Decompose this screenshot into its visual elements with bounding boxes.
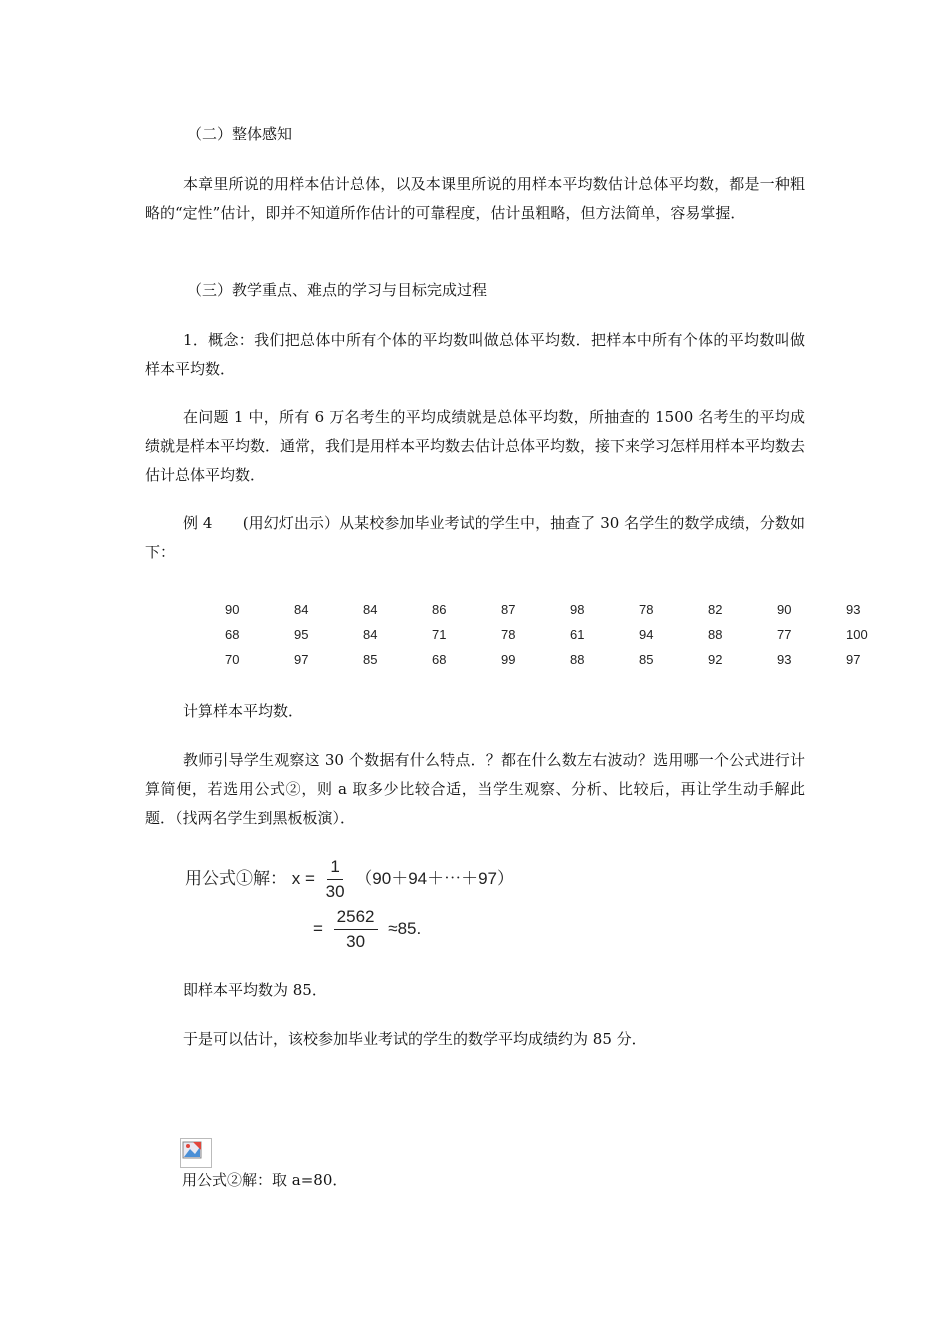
paragraph-example4: 例 4 (用幻灯出示）从某校参加毕业考试的学生中，抽查了 30 名学生的数学成绩，分数如下：: [145, 514, 805, 561]
score-cell: 97: [294, 652, 309, 667]
paragraph-guide: 教师引导学生观察这 30 个数据有什么特点．？都在什么数左右波动？选用哪一个公式进行计算简便，若选用公式②，则 a 取多少比较合适，当学生观察、分析、比较后，再让学生动手解此题．（找两名学生到黑板板演）．: [145, 751, 805, 827]
section-heading-process: （三）教学重点、难点的学习与目标完成过程: [187, 281, 488, 299]
scores-table: [212, 597, 902, 672]
section-heading-overview: （二）整体感知: [187, 125, 293, 143]
formula-variable: x =: [291, 868, 315, 888]
score-cell: 94: [639, 627, 654, 642]
formula-sum: （90＋94＋⋯＋97）: [355, 868, 515, 888]
score-cell: 82: [708, 602, 723, 617]
fraction-denominator: 30: [346, 932, 366, 951]
paragraph-estimate: 于是可以估计，该校参加毕业考试的学生的数学平均成绩约为 85 分．: [183, 1030, 647, 1048]
score-cell: 97: [846, 652, 861, 667]
score-cell: 70: [225, 652, 240, 667]
score-cell: 78: [501, 627, 516, 642]
fraction-numerator: 2562: [334, 907, 378, 930]
table-row: [212, 597, 902, 622]
paragraph-overview: 本章里所说的用样本估计总体，以及本课里所说的用样本平均数估计总体平均数，都是一种粗略的“定性”估计，即并不知道所作估计的可靠程度，估计虽粗略，但方法简单，容易掌握．: [145, 175, 805, 222]
fraction-total: [334, 907, 378, 952]
fraction-denominator: 30: [325, 882, 345, 901]
score-cell: 85: [639, 652, 654, 667]
score-cell: 68: [225, 627, 240, 642]
score-cell: 90: [777, 602, 792, 617]
score-cell: 86: [432, 602, 447, 617]
paragraph-concept: 1．概念：我们把总体中所有个体的平均数叫做总体平均数．把样本中所有个体的平均数叫做样本平均数．: [145, 331, 805, 378]
score-cell: 100: [846, 627, 868, 642]
score-cell: 98: [570, 602, 585, 617]
score-cell: 84: [363, 627, 378, 642]
score-cell: 61: [570, 627, 585, 642]
score-cell: 90: [225, 602, 240, 617]
formula-label: 用公式①解：: [185, 868, 287, 888]
paragraph-task: 计算样本平均数．: [183, 702, 304, 720]
broken-image-glyph: [181, 1139, 211, 1167]
table-row: [212, 622, 902, 647]
paragraph-formula2: 用公式②解：取 a=80．: [182, 1171, 348, 1189]
score-cell: 88: [570, 652, 585, 667]
formula-result: ≈85.: [388, 918, 422, 938]
score-cell: 68: [432, 652, 447, 667]
score-cell: 85: [363, 652, 378, 667]
score-cell: 99: [501, 652, 516, 667]
score-cell: 88: [708, 627, 723, 642]
score-cell: 93: [777, 652, 792, 667]
paragraph-problem1: 在问题 1 中，所有 6 万名考生的平均成绩就是总体平均数，所抽查的 1500 名考生的平均成绩就是样本平均数．通常，我们是用样本平均数去估计总体平均数，接下来学习怎样用样本平均数去估计总体平均数．: [145, 408, 806, 484]
score-cell: 84: [294, 602, 309, 617]
score-cell: 93: [846, 602, 861, 617]
score-cell: 92: [708, 652, 723, 667]
score-cell: 95: [294, 627, 309, 642]
score-cell: 78: [639, 602, 654, 617]
table-row: [212, 647, 902, 672]
paragraph-mean: 即样本平均数为 85．: [183, 981, 327, 999]
score-cell: 77: [777, 627, 792, 642]
broken-image-icon: [180, 1138, 212, 1168]
score-cell: 71: [432, 627, 447, 642]
score-cell: 84: [363, 602, 378, 617]
fraction-one-thirtieth: [326, 857, 345, 902]
fraction-numerator: 1: [327, 857, 342, 880]
score-cell: 87: [501, 602, 516, 617]
formula-equals: =: [313, 918, 323, 938]
